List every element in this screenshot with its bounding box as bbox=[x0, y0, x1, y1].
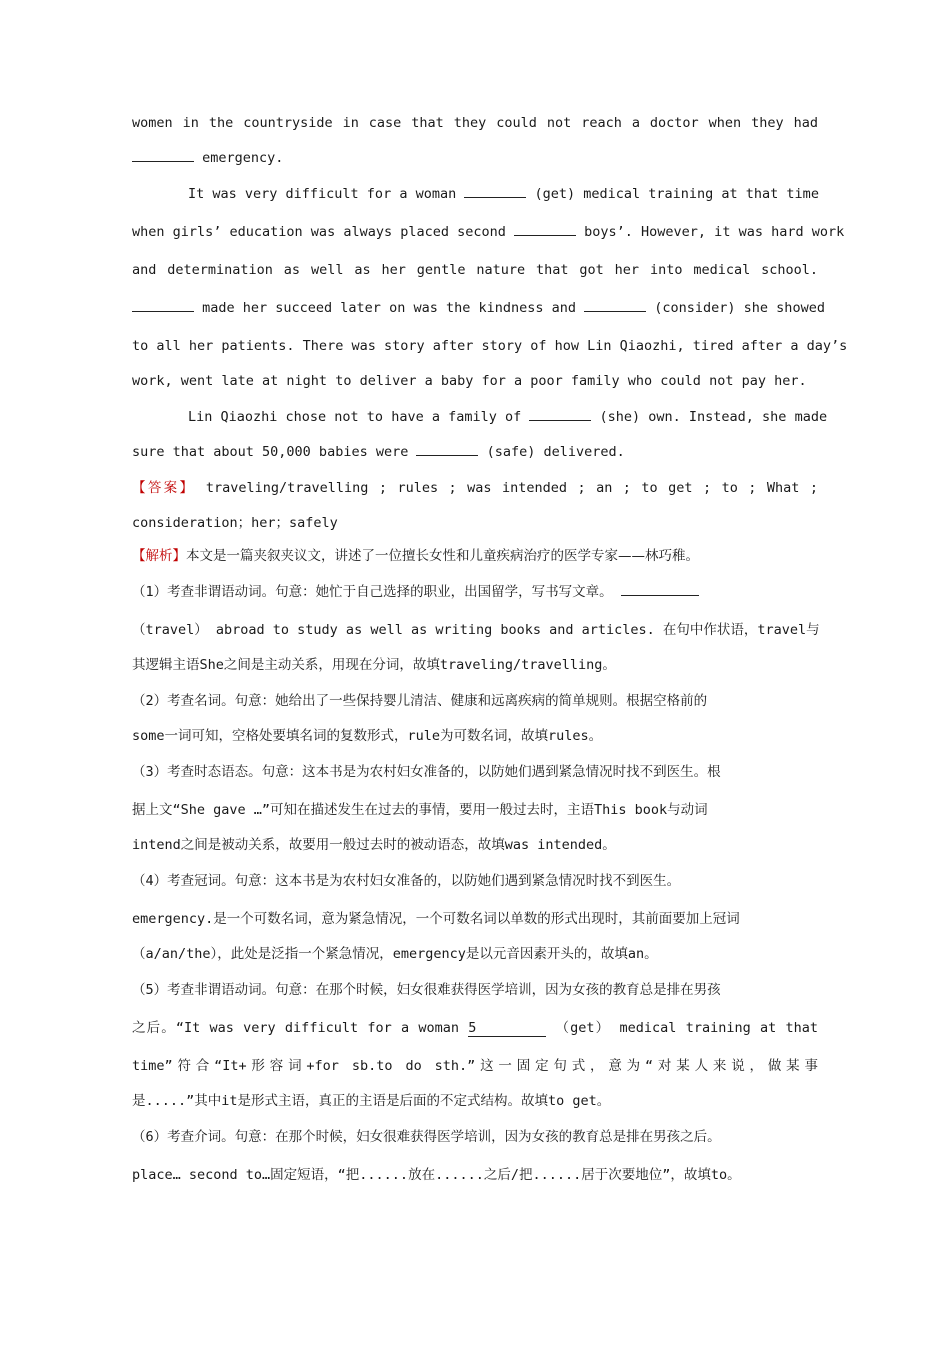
passage-text: (safe) delivered. bbox=[478, 444, 625, 460]
answer-text: traveling/travelling ; rules ; was intended ; an ; to get ; to ; What ; bbox=[195, 480, 818, 496]
answer-blank bbox=[416, 443, 478, 456]
passage-text: when girls’ education was always placed second bbox=[132, 224, 515, 240]
answer-blank bbox=[514, 223, 576, 236]
passage-text: (get) medical training at that time bbox=[526, 186, 819, 202]
blank-number: 5 bbox=[468, 1020, 546, 1037]
answer-blank bbox=[621, 583, 699, 596]
analysis-line: （travel） abroad to study as well as writing books and articles. 在句中作状语，travel与 bbox=[132, 622, 820, 638]
passage-line bbox=[132, 436, 818, 469]
passage-line bbox=[132, 175, 818, 213]
answer-label: 【答案】 bbox=[132, 480, 196, 496]
analysis-label: 【解析】 bbox=[132, 548, 186, 564]
answer-blank bbox=[132, 299, 194, 312]
analysis-line bbox=[132, 573, 818, 611]
analysis-line: （5）考查非谓语动词。句意：在那个时候，妇女很难获得医学培训，因为女孩的教育总是排在男孩 bbox=[132, 982, 721, 998]
analysis-line: 是.....”其中it是形式主语，真正的主语是后面的不定式结构。故填to get。 bbox=[132, 1093, 611, 1109]
analysis-text: 本文是一篇夹叙夹议文，讲述了一位擅长女性和儿童疾病治疗的医学专家——林巧稚。 bbox=[186, 548, 699, 564]
passage-text: (consider) she showed bbox=[646, 300, 825, 316]
answer-blank bbox=[132, 149, 194, 162]
analysis-line: intend之间是被动关系，故要用一般过去时的被动语态，故填was intended。 bbox=[132, 837, 616, 853]
analysis-line: 其逻辑主语She之间是主动关系，用现在分词，故填traveling/travelling。 bbox=[132, 657, 616, 673]
analysis-line: （3）考查时态语态。句意：这本书是为农村妇女准备的，以防她们遇到紧急情况时找不到医生。根 bbox=[132, 764, 721, 780]
passage-line bbox=[132, 398, 828, 436]
passage-text: (she) own. Instead, she made bbox=[591, 409, 828, 425]
analysis-line: （6）考查介词。句意：在那个时候，妇女很难获得医学培训，因为女孩的教育总是排在男孩之后。 bbox=[132, 1129, 721, 1145]
passage-line: work, went late at night to deliver a baby for a poor family who could not pay her. bbox=[132, 373, 807, 389]
analysis-line: some一词可知，空格处要填名词的复数形式，rule为可数名词，故填rules。 bbox=[132, 728, 603, 744]
passage-text: made her succeed later on was the kindness and bbox=[194, 300, 585, 316]
answer-line bbox=[132, 469, 818, 507]
answer-blank bbox=[529, 408, 591, 421]
analysis-line: 据上文“She gave …”可知在描述发生在过去的事情，要用一般过去时，主语This book与动词 bbox=[132, 802, 708, 818]
document-page bbox=[132, 104, 848, 1194]
passage-text: emergency. bbox=[194, 150, 284, 166]
passage-line bbox=[132, 289, 825, 327]
analysis-text: 之后。“It was very difficult for a woman bbox=[132, 1020, 469, 1036]
passage-line: and determination as well as her gentle nature that got her into medical school. bbox=[132, 262, 818, 278]
passage-text: boys’. However, it was hard work bbox=[576, 224, 845, 240]
analysis-line: （4）考查冠词。句意：这本书是为农村妇女准备的，以防她们遇到紧急情况时找不到医生。 bbox=[132, 873, 681, 889]
passage-line: women in the countryside in case that they could not reach a doctor when they had bbox=[132, 115, 818, 131]
analysis-line bbox=[132, 540, 818, 573]
passage-text: sure that about 50,000 babies were bbox=[132, 444, 417, 460]
analysis-line bbox=[132, 1009, 818, 1047]
answer-blank bbox=[464, 185, 526, 198]
analysis-line: （a/an/the），此处是泛指一个紧急情况，emergency是以元音因素开头的，故填an。 bbox=[132, 946, 658, 962]
passage-text: Lin Qiaozhi chose not to have a family of bbox=[188, 409, 530, 425]
passage-line: to all her patients. There was story after story of how Lin Qiaozhi, tired after a day’s bbox=[132, 338, 848, 354]
analysis-text: （get） medical training at that bbox=[546, 1020, 818, 1036]
passage-text: It was very difficult for a woman bbox=[188, 186, 465, 202]
analysis-line: time”符合“It+形容词+for sb.to do sth.”这一固定句式，意为“对某人来说，做某事 bbox=[132, 1058, 818, 1074]
answer-blank bbox=[584, 299, 646, 312]
answer-line: consideration；her；safely bbox=[132, 515, 338, 531]
analysis-line: place… second to…固定短语，“把......放在......之后/把......居于次要地位”，故填to。 bbox=[132, 1167, 741, 1183]
analysis-line: （2）考查名词。句意：她给出了一些保持婴儿清洁、健康和远离疾病的简单规则。根据空格前的 bbox=[132, 693, 708, 709]
analysis-text: （1）考查非谓语动词。句意：她忙于自己选择的职业，出国留学，写书写文章。 bbox=[132, 584, 613, 600]
passage-line bbox=[132, 213, 845, 251]
passage-line bbox=[132, 142, 818, 175]
analysis-line: emergency.是一个可数名词，意为紧急情况，一个可数名词以单数的形式出现时，其前面要加上冠词 bbox=[132, 911, 740, 927]
